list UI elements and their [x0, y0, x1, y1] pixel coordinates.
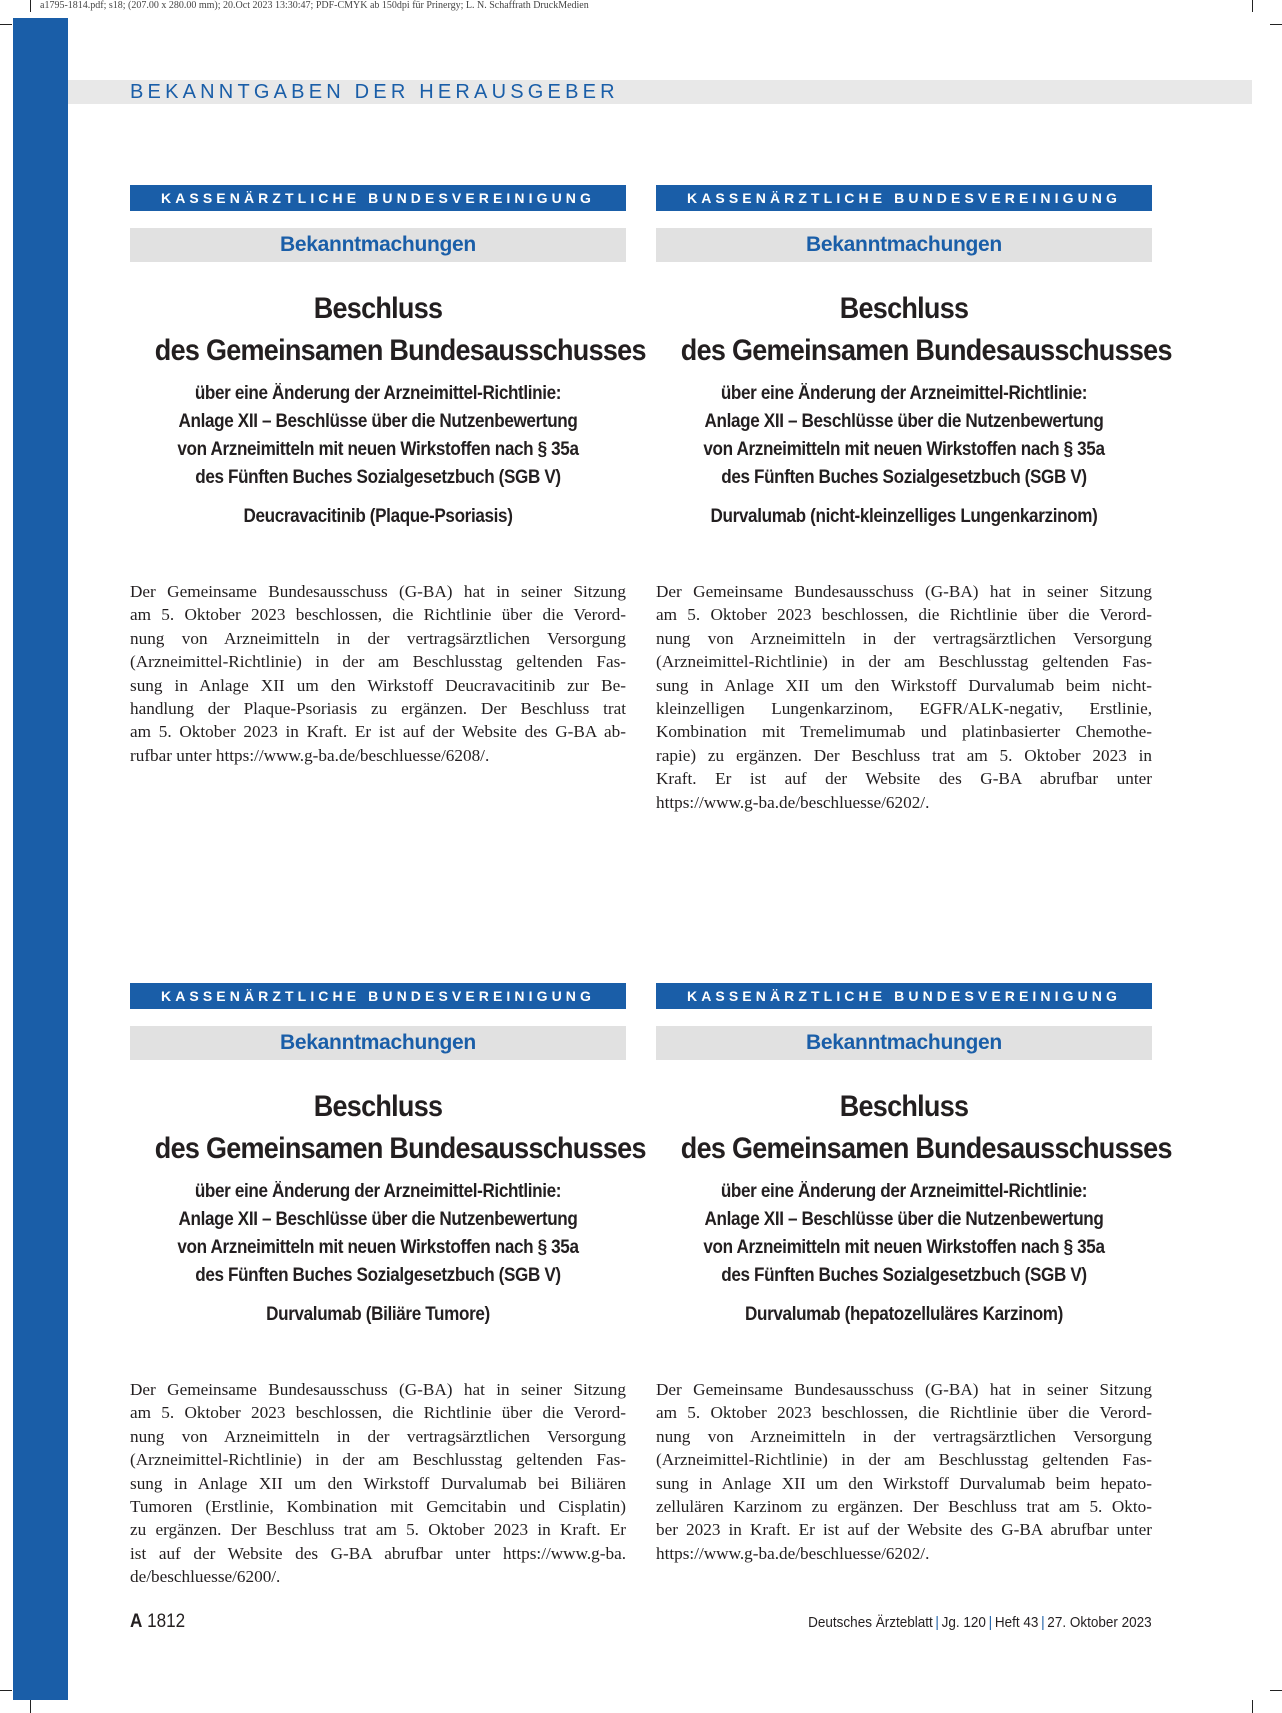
journal-name: Deutsches Ärzteblatt — [808, 1614, 934, 1631]
page-number — [130, 1610, 185, 1634]
body-line: kleinzelligen Lungenkarzinom, EGFR/ALK-negativ, Erstlinie, — [656, 699, 1152, 719]
subtitle-line: über eine Änderung der Arzneimittel-Richtlinie: — [194, 383, 562, 404]
subtitle-line: über eine Änderung der Arzneimittel-Richtlinie: — [720, 1181, 1088, 1202]
subtitle-line: Anlage XII – Beschlüsse über die Nutzenbewertung — [178, 1209, 578, 1230]
resolution-subtitle — [681, 1178, 1127, 1290]
resolution-body-name: des Gemeinsamen Bundesausschusses — [154, 334, 646, 367]
resolution-body-name: des Gemeinsamen Bundesausschusses — [154, 1132, 646, 1165]
announcement-card — [656, 185, 1172, 814]
page-edge-bar — [13, 18, 68, 1700]
crop-mark — [0, 24, 12, 25]
body-line: Der Gemeinsame Bundesausschuss (G-BA) hat in seiner Sitzung — [656, 582, 1152, 601]
body-line: am 5. Oktober 2023 in Kraft. Er ist auf der Website des G-BA ab- — [130, 722, 626, 742]
announcement-type: Bekanntmachungen — [130, 228, 626, 262]
drug-indication: Durvalumab (Biliäre Tumore) — [266, 1304, 490, 1325]
body-line: nung von Arzneimitteln in der vertragsärztlichen Versorgung — [656, 1426, 1152, 1446]
body-line: de/beschluesse/6200/. — [130, 1567, 281, 1587]
body-line: Tumoren (Erstlinie, Kombination mit Gemcitabin und Cisplatin) — [130, 1497, 626, 1517]
resolution-body-name: des Gemeinsamen Bundesausschusses — [680, 1132, 1172, 1165]
announcement-text — [656, 1378, 1152, 1565]
journal-footer — [809, 1612, 1152, 1634]
announcement-card — [656, 983, 1172, 1565]
resolution-title: Beschluss — [839, 292, 969, 325]
body-line: rapie) zu ergänzen. Der Beschluss trat am 5. Oktober 2023 in — [656, 745, 1152, 765]
crop-mark — [1252, 0, 1253, 12]
body-line: handlung der Plaque-Psoriasis zu ergänzen. Der Beschluss trat — [130, 699, 626, 719]
body-line: (Arzneimittel-Richtlinie) in der am Beschlusstag geltenden Fas- — [656, 1450, 1152, 1470]
body-line: Der Gemeinsame Bundesausschuss (G-BA) hat in seiner Sitzung — [656, 1380, 1152, 1399]
body-line: am 5. Oktober 2023 beschlossen, die Richtlinie über die Verord- — [656, 605, 1152, 625]
body-line: sung in Anlage XII um den Wirkstoff Durvalumab beim hepato- — [656, 1473, 1152, 1493]
body-line: am 5. Oktober 2023 beschlossen, die Richtlinie über die Verord- — [130, 1403, 626, 1423]
resolution-title: Beschluss — [839, 1090, 969, 1123]
body-line: Kraft. Er ist auf der Website des G-BA abrufbar unter — [656, 769, 1152, 789]
subtitle-line: von Arzneimitteln mit neuen Wirkstoffen nach § 35a — [177, 439, 579, 460]
subtitle-line: über eine Änderung der Arzneimittel-Richtlinie: — [194, 1181, 562, 1202]
subtitle-line: von Arzneimitteln mit neuen Wirkstoffen nach § 35a — [177, 1237, 579, 1258]
announcement-text — [656, 580, 1152, 814]
section-title: BEKANNTGABEN DER HERAUSGEBER — [130, 81, 619, 103]
announcement-card — [130, 983, 646, 1589]
crop-mark — [30, 0, 31, 12]
drug-indication: Durvalumab (hepatozelluläres Karzinom) — [745, 1304, 1063, 1325]
footer-separator: | — [989, 1614, 993, 1631]
subtitle-line: Anlage XII – Beschlüsse über die Nutzenbewertung — [704, 411, 1104, 432]
body-line: Der Gemeinsame Bundesausschuss (G-BA) hat in seiner Sitzung — [130, 582, 626, 601]
subtitle-line: über eine Änderung der Arzneimittel-Richtlinie: — [720, 383, 1088, 404]
subtitle-line: Anlage XII – Beschlüsse über die Nutzenbewertung — [178, 411, 578, 432]
announcement-text — [130, 1378, 626, 1589]
resolution-subtitle — [681, 380, 1127, 492]
body-line: am 5. Oktober 2023 beschlossen, die Richtlinie über die Verord- — [130, 605, 626, 625]
announcement-type: Bekanntmachungen — [130, 1026, 626, 1060]
body-line: am 5. Oktober 2023 beschlossen, die Richtlinie über die Verord- — [656, 1403, 1152, 1423]
body-line: ber 2023 in Kraft. Er ist auf der Website des G-BA abrufbar unter — [656, 1520, 1152, 1540]
organization-bar: KASSENÄRZTLICHE BUNDESVEREINIGUNG — [656, 983, 1152, 1009]
subtitle-line: von Arzneimitteln mit neuen Wirkstoffen nach § 35a — [703, 439, 1105, 460]
footer-separator: | — [935, 1614, 940, 1631]
body-line: nung von Arzneimitteln in der vertragsärztlichen Versorgung — [656, 628, 1152, 648]
resolution-title: Beschluss — [313, 1090, 443, 1123]
drug-indication: Deucravacitinib (Plaque-Psoriasis) — [243, 506, 513, 527]
crop-mark — [0, 1690, 12, 1691]
body-line: sung in Anlage XII um den Wirkstoff Durvalumab bei Biliären — [130, 1473, 626, 1493]
subtitle-line: des Fünften Buches Sozialgesetzbuch (SGB V) — [195, 1265, 561, 1286]
organization-bar: KASSENÄRZTLICHE BUNDESVEREINIGUNG — [656, 185, 1152, 211]
body-line: nung von Arzneimitteln in der vertragsärztlichen Versorgung — [130, 1426, 626, 1446]
subtitle-line: des Fünften Buches Sozialgesetzbuch (SGB V) — [721, 467, 1087, 488]
subtitle-line: des Fünften Buches Sozialgesetzbuch (SGB V) — [195, 467, 561, 488]
footer-separator: | — [1041, 1614, 1045, 1631]
body-line: https://www.g-ba.de/beschluesse/6202/. — [656, 1543, 930, 1563]
body-line: ist auf der Website des G-BA abrufbar unter https://www.g-ba. — [130, 1543, 626, 1563]
page-number-value: 1812 — [147, 1611, 186, 1632]
announcement-type: Bekanntmachungen — [656, 228, 1152, 262]
body-line: (Arzneimittel-Richtlinie) in der am Beschlusstag geltenden Fas- — [656, 652, 1152, 672]
subtitle-line: des Fünften Buches Sozialgesetzbuch (SGB V) — [721, 1265, 1087, 1286]
resolution-title: Beschluss — [313, 292, 443, 325]
crop-mark — [1270, 24, 1282, 25]
body-line: sung in Anlage XII um den Wirkstoff Durvalumab beim nicht- — [656, 675, 1152, 695]
body-line: https://www.g-ba.de/beschluesse/6202/. — [656, 792, 930, 812]
body-line: Der Gemeinsame Bundesausschuss (G-BA) hat in seiner Sitzung — [130, 1380, 626, 1399]
crop-mark — [30, 1700, 31, 1713]
body-line: zellulären Karzinom zu ergänzen. Der Beschluss trat am 5. Okto- — [656, 1497, 1152, 1517]
body-line: rufbar unter https://www.g-ba.de/beschluesse/6208/. — [130, 745, 490, 765]
organization-bar: KASSENÄRZTLICHE BUNDESVEREINIGUNG — [130, 983, 626, 1009]
journal-issue: Heft 43 — [995, 1614, 1039, 1631]
announcement-type: Bekanntmachungen — [656, 1026, 1152, 1060]
body-line: zu ergänzen. Der Beschluss trat am 5. Oktober 2023 in Kraft. Er — [130, 1520, 626, 1540]
crop-mark — [1270, 1690, 1282, 1691]
drug-indication: Durvalumab (nicht-kleinzelliges Lungenkarzinom) — [710, 506, 1098, 527]
body-line: Kombination mit Tremelimumab und platinbasierter Chemothe- — [656, 722, 1152, 742]
body-line: nung von Arzneimitteln in der vertragsärztlichen Versorgung — [130, 628, 626, 648]
print-metadata-line: a1795-1814.pdf; s18; (207.00 x 280.00 mm); 20.Oct 2023 13:30:47; PDF-CMYK ab 150dpi für Prinergy; L. N. Schaffrath DruckMedien — [40, 0, 589, 11]
organization-bar: KASSENÄRZTLICHE BUNDESVEREINIGUNG — [130, 185, 626, 211]
body-line: (Arzneimittel-Richtlinie) in der am Beschlusstag geltenden Fas- — [130, 652, 626, 672]
crop-mark — [1252, 1700, 1253, 1713]
subtitle-line: Anlage XII – Beschlüsse über die Nutzenbewertung — [704, 1209, 1104, 1230]
subtitle-line: von Arzneimitteln mit neuen Wirkstoffen nach § 35a — [703, 1237, 1105, 1258]
resolution-subtitle — [155, 380, 601, 492]
resolution-subtitle — [155, 1178, 601, 1290]
resolution-body-name: des Gemeinsamen Bundesausschusses — [680, 334, 1172, 367]
journal-date: 27. Oktober 2023 — [1047, 1614, 1152, 1631]
body-line: (Arzneimittel-Richtlinie) in der am Beschlusstag geltenden Fas- — [130, 1450, 626, 1470]
announcement-card — [130, 185, 646, 767]
journal-volume: Jg. 120 — [942, 1614, 987, 1631]
page-prefix: A — [130, 1611, 143, 1632]
announcement-text — [130, 580, 626, 767]
body-line: sung in Anlage XII um den Wirkstoff Deucravacitinib zur Be- — [130, 675, 626, 695]
